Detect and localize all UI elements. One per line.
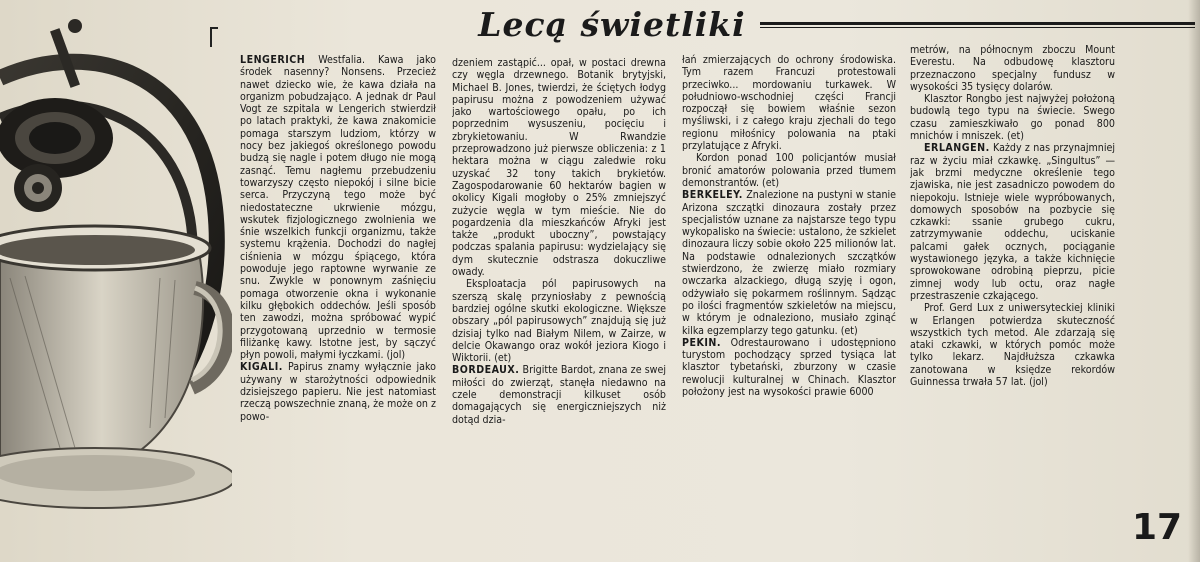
header-rule-right <box>760 22 1195 25</box>
news-text: Prof. Gerd Lux z uniwersyteckiej kliniki w Erlangen potwierdza skuteczność wszystkich tych metod. Ale zdarzają się ataki czkawki, w których pomóc może tylko lekarz. Najdłuższa czkawka zanotowana w księdze rekordów Guinnessa trwała 57 lat. (jol) <box>910 302 1115 389</box>
news-text: Papirus znamy wyłącznie jako używany w starożytności odpowiednik dzisiejszego papieru. Nie jest natomiast rzeczą powszechnie znaną, że może on z powo- <box>240 361 436 423</box>
news-paragraph <box>682 54 896 152</box>
news-text: łań zmierzających do ochrony środowiska. Tym razem Francuzi protestowali przeciwko... mordowaniu turkawek. W południowo-wschodniej części Francji rozpoczął się bowiem właśnie sezon myśliwski, i z całego kraju zjechali do tego regionu miłośnicy polowania na ptaki przylatujące z Afryki. <box>682 54 896 153</box>
news-text: Znalezione na pustyni w stanie Arizona szczątki dinozaura zostały przez specjalistów uznane za najstarsze tego typu wykopalisko na świecie: ustalono, że szkielet dinozaura liczy sobie około 225 milionów lat. Na podstawie odnalezionych szczątków stwierdzono, że zwierzę miało rozmiary owczarka alzackiego, długą szyję i ogon, odżywiało się pokarmem roślinnym. Sądząc po ilości fragmentów szkieletów na miejscu, w którym je odnaleziono, musiało zginąć kilka egzemplarzy tego gatunku. (et) <box>682 189 896 337</box>
news-item <box>240 54 436 361</box>
news-item <box>240 361 436 422</box>
news-item <box>910 142 1115 302</box>
news-text: Każdy z nas przynajmniej raz w życiu miał czkawkę. „Singultus” — jak brzmi medyczne określenie tego zjawiska, nie jest zasadniczo powodem do niepokoju. Istnieje wiele wypróbowanych, domowych sposobów na pozbycie się czkawki: ssanie grubego cukru, zatrzymywanie oddechu, uciskanie palcami gałek ocznych, pociąganie wystawionego języka, a także kichnięcie sprowokowane odrobiną pieprzu, picie zimnej wody lub octu, oraz nagłe przestraszenie czkającego. <box>910 142 1115 302</box>
news-text: Eksploatacja pól papirusowych na szerszą skalę przyniosłaby z pewnością bardziej ogólne skutki ekologiczne. Większe obszary „pól papirusowych” znajdują się już dzisiaj tylko nad Białym Nilem, w Zairze, w delcie Okawango oraz wokół jeziora Kiogo i Wiktorii. (et) <box>452 278 666 365</box>
news-text: Westfalia. Kawa jako środek nasenny? Nonsens. Przecież nawet dziecko wie, że kawa działa na organizm pobudzająco. A jednak dr Paul Vogt ze szpitala w Lengerich stwierdził po latach praktyki, że kawa znakomicie pomaga starszym ludziom, którzy w nocy bez jakiegoś określonego powodu budzą się nagle i potem długo nie mogą zasnąć. Temu nagłemu przebudzeniu towarzyszy często niepokój i silne bicie serca. Przyczyną tego może być niedostateczne ukrwienie mózgu, wskutek fizjologicznego zwolnienia we śnie wszelkich funkcji organizmu, także systemu krążenia. Dochodzi do nagłej ciśnienia w mózgu śpiącego, która powoduje jego raptowne wyrwanie ze snu. Zwykle w ponownym zaśnięciu pomaga otworzenie okna i wykonanie kilku głębokich oddechów. Jeśli sposób ten zawodzi, można spróbować wypić przygotowaną uprzednio w termosie filiżankę kawy. Istotne jest, by sączyć płyn powoli, małymi łyczkami. (jol) <box>240 54 436 362</box>
news-paragraph <box>452 57 666 278</box>
news-item <box>452 364 666 425</box>
news-dateline: LENGERICH <box>240 54 306 66</box>
news-item <box>682 189 896 337</box>
news-text: Brigitte Bardot, znana ze swej miłości do zwierząt, stanęła niedawno na czele demonstracji kilkuset osób domagających się energiczniejszych niż dotąd dzia- <box>452 364 666 426</box>
header-rule-left <box>210 27 218 29</box>
news-text: dzeniem zastąpić... opał, w postaci drewna czy węgla drzewnego. Botanik brytyjski, Michael B. Jones, twierdzi, że ściętych łodyg papirusu można z powodzeniem używać jako wartościowego opału, po ich poprzednim wysuszeniu, pocięciu i zbrykietowaniu. W Rwandzie przeprowadzono już pierwsze obliczenia: z 1 hektara można w ciągu zaledwie roku uzyskać 32 tony takich brykietów. Zagospodarowanie 60 hektarów bagien w okolicy Kigali mogłoby o 25% zmniejszyć zużycie węgla w tym mieście. Nie do pogardzenia dla mieszkańców Afryki jest także „produkt uboczny”, powstający podczas spalania papirusu: wydzielający się dym skutecznie odstrasza dokuczliwe owady. <box>452 57 666 279</box>
news-text: Klasztor Rongbo jest najwyżej położoną budowlą tego typu na świecie. Swego czasu zamieszkiwało go ponad 800 mnichów i mniszek. (et) <box>910 93 1115 143</box>
news-paragraph <box>910 93 1115 142</box>
news-dateline: BORDEAUX. <box>452 364 520 377</box>
news-text: metrów, na północnym zboczu Mount Everestu. Na odbudowę klasztoru przeznaczono specjalny fundusz w wysokości 35 tysięcy dolarów. <box>910 44 1115 93</box>
article-column-1 <box>240 54 436 554</box>
news-text: Kordon ponad 100 policjantów musiał bronić amatorów polowania przed tłumem demonstrantów. (et) <box>682 152 896 189</box>
header-rule-right-thin <box>760 27 1195 28</box>
news-text: Odrestaurowano i udostępniono turystom pochodzący sprzed tysiąca lat klasztor tybetański, zburzony w czasie rewolucji kulturalnej w Chinach. Klasztor położony jest na wysokości prawie 6000 <box>682 336 896 399</box>
news-dateline: KIGALI. <box>240 361 283 374</box>
coffee-cup-with-binoculars-illustration <box>0 8 232 553</box>
news-dateline: ERLANGEN. <box>924 142 990 155</box>
news-paragraph <box>452 278 666 364</box>
news-paragraph <box>682 152 896 189</box>
article-column-4 <box>910 44 1115 514</box>
article-column-2 <box>452 57 666 535</box>
article-column-3 <box>682 54 896 526</box>
news-dateline: BERKELEY. <box>682 189 743 202</box>
header-rule-vertical <box>210 27 212 47</box>
page-edge-shadow <box>1188 0 1200 562</box>
news-dateline: PEKIN. <box>682 336 722 349</box>
section-title: Lecą świetliki <box>478 5 746 44</box>
page-number: 17 <box>1132 507 1183 548</box>
news-item <box>682 337 896 398</box>
news-paragraph <box>910 44 1115 93</box>
news-paragraph <box>910 302 1115 388</box>
